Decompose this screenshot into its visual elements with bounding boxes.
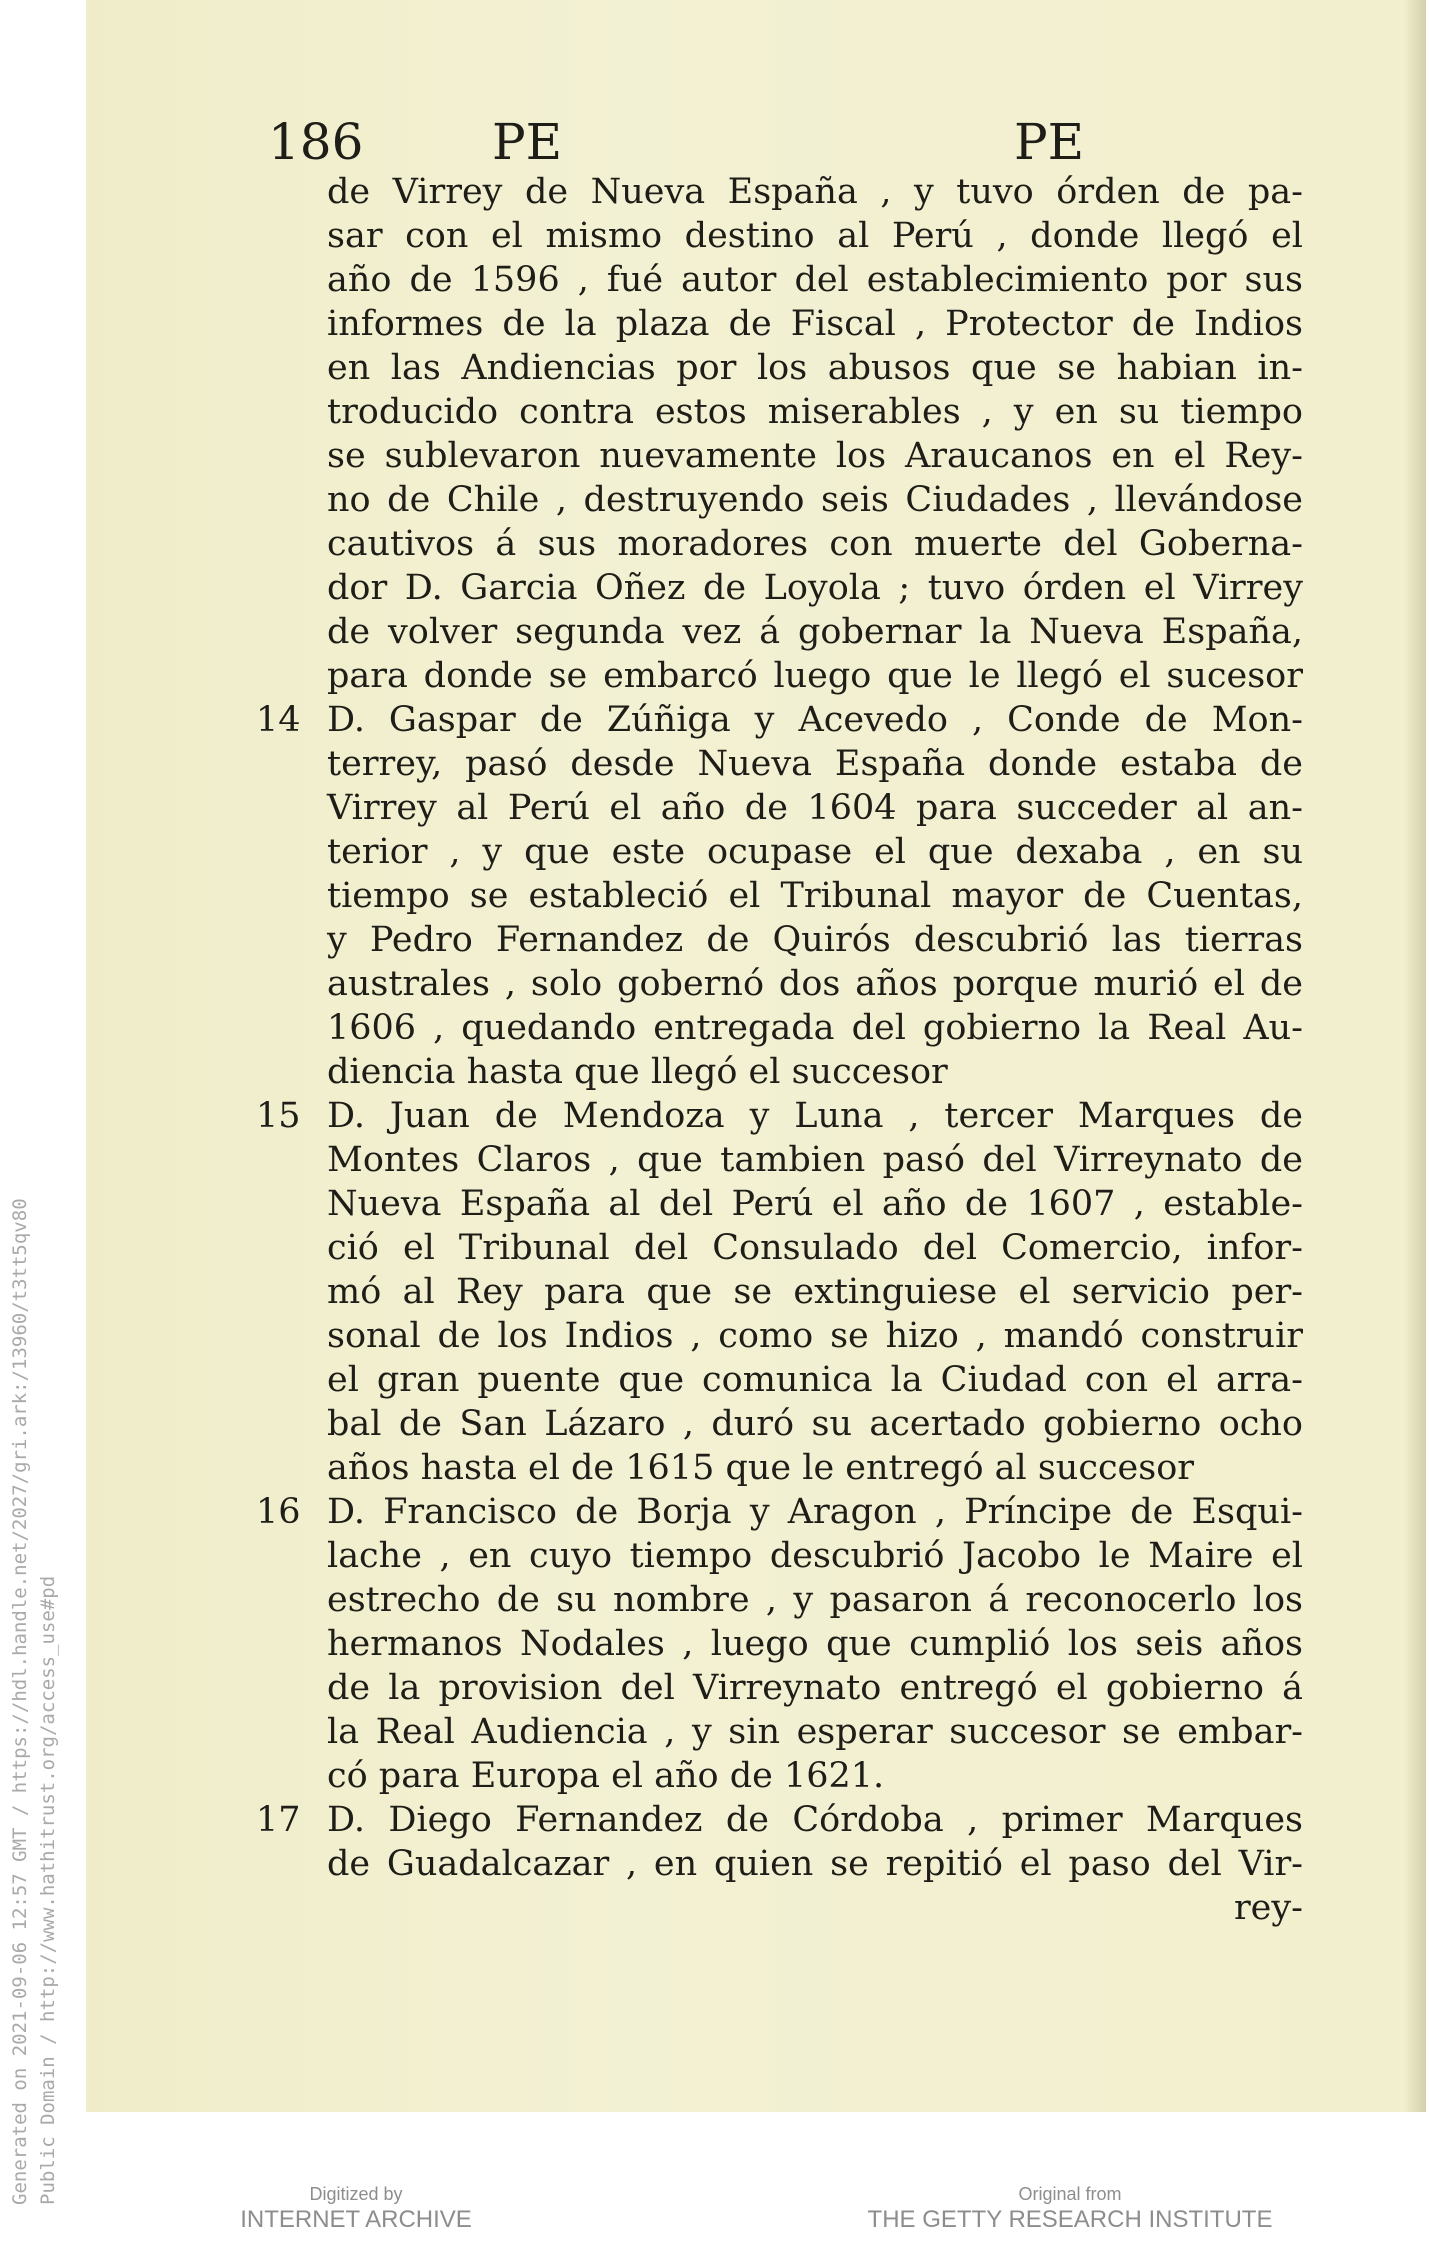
text-line: no de Chile , destruyendo seis Ciudades , llevándose (327, 480, 1303, 520)
text-line: D. Gaspar de Zúñiga y Acevedo , Conde de Mon- (327, 700, 1303, 740)
entry-number: 16 (256, 1492, 301, 1532)
text-line: bal de San Lázaro , duró su acertado gobierno ocho (327, 1404, 1303, 1444)
text-line: terior , y que este ocupase el que dexaba , en su (327, 832, 1303, 872)
text-line: año de 1596 , fué autor del establecimiento por sus (327, 260, 1303, 300)
text-line: la Real Audiencia , y sin esperar succesor se embar- (327, 1712, 1303, 1752)
entry-number: 14 (256, 700, 301, 740)
text-line: el gran puente que comunica la Ciudad con el arra- (327, 1360, 1303, 1400)
stamp-line-rights: Public Domain / http://www.hathitrust.org/access_use#pd (37, 1575, 59, 2205)
entry-number: 17 (256, 1800, 301, 1840)
text-line: diencia hasta que llegó el succesor (327, 1052, 948, 1092)
text-line: de Guadalcazar , en quien se repitió el paso del Vir- (327, 1844, 1303, 1884)
stamp-line-generated: Generated on 2021-09-06 12:57 GMT / https://hdl.handle.net/2027/gri.ark:/13960/t3tt5qv80 (9, 1198, 31, 2205)
text-line: hermanos Nodales , luego que cumplió los seis años (327, 1624, 1303, 1664)
page-edge-shadow (1404, 0, 1426, 2112)
text-line: estrecho de su nombre , y pasaron á reconocerlo los (327, 1580, 1303, 1620)
entry-number: 15 (256, 1096, 301, 1136)
original-label: Original from (1018, 2184, 1122, 2204)
text-line: y Pedro Fernandez de Quirós descubrió las tierras (327, 920, 1303, 960)
text-line: D. Juan de Mendoza y Luna , tercer Marques de (327, 1096, 1303, 1136)
text-line: tiempo se estableció el Tribunal mayor de Cuentas, (327, 876, 1303, 916)
text-line: años hasta el de 1615 que le entregó al succesor (327, 1448, 1195, 1488)
text-line: terrey, pasó desde Nueva España donde estaba de (327, 744, 1303, 784)
text-line: australes , solo gobernó dos años porque murió el de (327, 964, 1303, 1004)
running-head-right: PE (1014, 113, 1085, 171)
original-source: THE GETTY RESEARCH INSTITUTE (867, 2206, 1273, 2233)
footer-original (860, 2183, 1280, 2235)
text-line: ció el Tribunal del Consulado del Comercio, infor- (327, 1228, 1303, 1268)
text-line: Nueva España al del Perú el año de 1607 , estable- (327, 1184, 1303, 1224)
digitized-label: Digitized by (309, 2184, 403, 2204)
text-line: para donde se embarcó luego que le llegó el sucesor (327, 656, 1303, 696)
running-head-left: PE (492, 113, 563, 171)
hathitrust-margin-stamp (6, 1095, 62, 2205)
digitized-source: INTERNET ARCHIVE (240, 2206, 472, 2233)
text-line: sonal de los Indios , como se hizo , mandó construir (327, 1316, 1303, 1356)
text-line: de volver segunda vez á gobernar la Nueva España, (327, 612, 1303, 652)
text-line: Montes Claros , que tambien pasó del Virreynato de (327, 1140, 1303, 1180)
text-line: D. Diego Fernandez de Córdoba , primer Marques (327, 1800, 1303, 1840)
text-line: cautivos á sus moradores con muerte del Goberna- (327, 524, 1303, 564)
text-line: D. Francisco de Borja y Aragon , Príncipe de Esqui- (327, 1492, 1303, 1532)
text-line: lache , en cuyo tiempo descubrió Jacobo le Maire el (327, 1536, 1303, 1576)
text-line: troducido contra estos miserables , y en su tiempo (327, 392, 1303, 432)
text-line: 1606 , quedando entregada del gobierno la Real Au- (327, 1008, 1303, 1048)
text-line: informes de la plaza de Fiscal , Protector de Indios (327, 304, 1303, 344)
page-number: 186 (268, 113, 364, 171)
text-line: có para Europa el año de 1621. (327, 1756, 885, 1796)
text-line: en las Andiencias por los abusos que se habian in- (327, 348, 1303, 388)
text-line: Virrey al Perú el año de 1604 para succeder al an- (327, 788, 1303, 828)
text-line: sar con el mismo destino al Perú , donde llegó el (327, 216, 1303, 256)
text-line: se sublevaron nuevamente los Araucanos en el Rey- (327, 436, 1303, 476)
footer-digitized (226, 2183, 486, 2235)
text-line: de la provision del Virreynato entregó el gobierno á (327, 1668, 1303, 1708)
catchword: rey- (1233, 1888, 1303, 1928)
text-line: dor D. Garcia Oñez de Loyola ; tuvo órden el Virrey (327, 568, 1303, 608)
text-line: de Virrey de Nueva España , y tuvo órden de pa- (327, 172, 1303, 212)
text-line: mó al Rey para que se extinguiese el servicio per- (327, 1272, 1303, 1312)
